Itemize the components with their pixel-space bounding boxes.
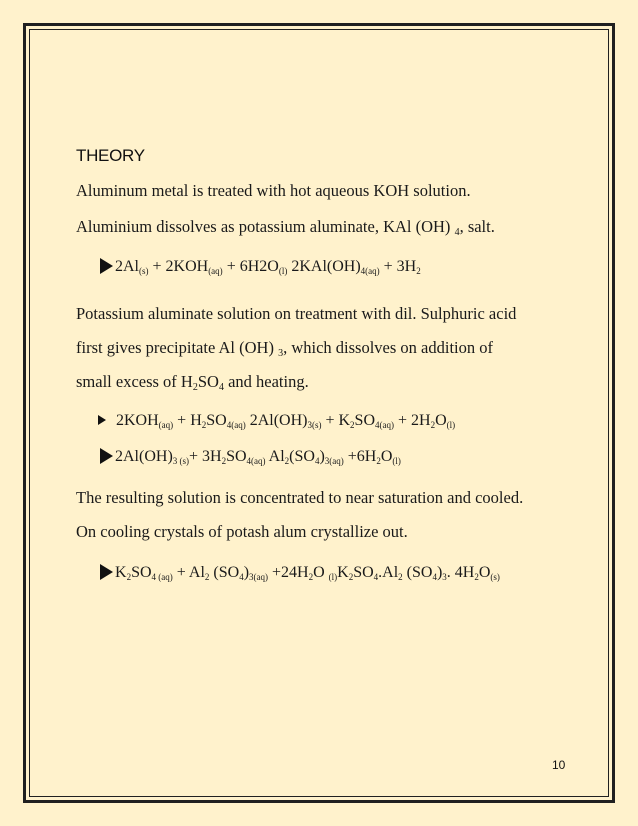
bullet-arrow-icon: [100, 448, 113, 464]
paragraph-2-line-1: Potassium aluminate solution on treatment with dil. Sulphuric acid: [76, 304, 517, 323]
paragraph-1-line-2: Aluminium dissolves as potassium aluminate, KAl (OH) $_4$, salt.: [76, 217, 495, 238]
paragraph-1-line-1: Aluminum metal is treated with hot aqueous KOH solution.: [76, 181, 471, 200]
bullet-arrow-icon: [100, 564, 113, 580]
bullet-arrow-icon: [100, 258, 113, 274]
paragraph-2-line-3: small excess of $H_2SO_4$ and heating.: [76, 372, 309, 393]
page-number: 10: [552, 758, 566, 772]
bullet-arrow-icon: [98, 415, 106, 425]
equation-3: $2Al(OH)_{3 (s)}+ 3H_2SO_{4(aq)}$ $Al_2(SO_4)_{3(aq)} +6H_2O_{(l)}$: [100, 448, 401, 466]
paragraph-2-line-2: first gives precipitate Al (OH) $_3$, which dissolves on addition of: [76, 338, 493, 359]
equation-1: $2Al_{(s)} + 2KOH_{(aq)} + 6H2O_{(l)}$ $2KAl(OH)_{4(aq)} + 3H_2$: [100, 258, 421, 276]
equation-2: $2KOH_{(aq)} + H_2SO_{4(aq)}$ $2Al(OH)_{3(s)} + K_2SO_{4(aq)} + 2H_2O_{(l)}$: [98, 412, 455, 430]
equation-4: $K_2SO_{4 (aq)} + Al_2$ $(SO_4)_{3(aq)} +24H_2O$ $_{(l)}K_2SO_4.Al_2$ $(SO_4)_3$. $4H_2O_{(s)}$: [100, 564, 500, 582]
paragraph-3-line-1: The resulting solution is concentrated to near saturation and cooled.: [76, 488, 524, 507]
section-heading: THEORY: [76, 146, 145, 165]
paragraph-3-line-2: On cooling crystals of potash alum crystallize out.: [76, 522, 408, 541]
